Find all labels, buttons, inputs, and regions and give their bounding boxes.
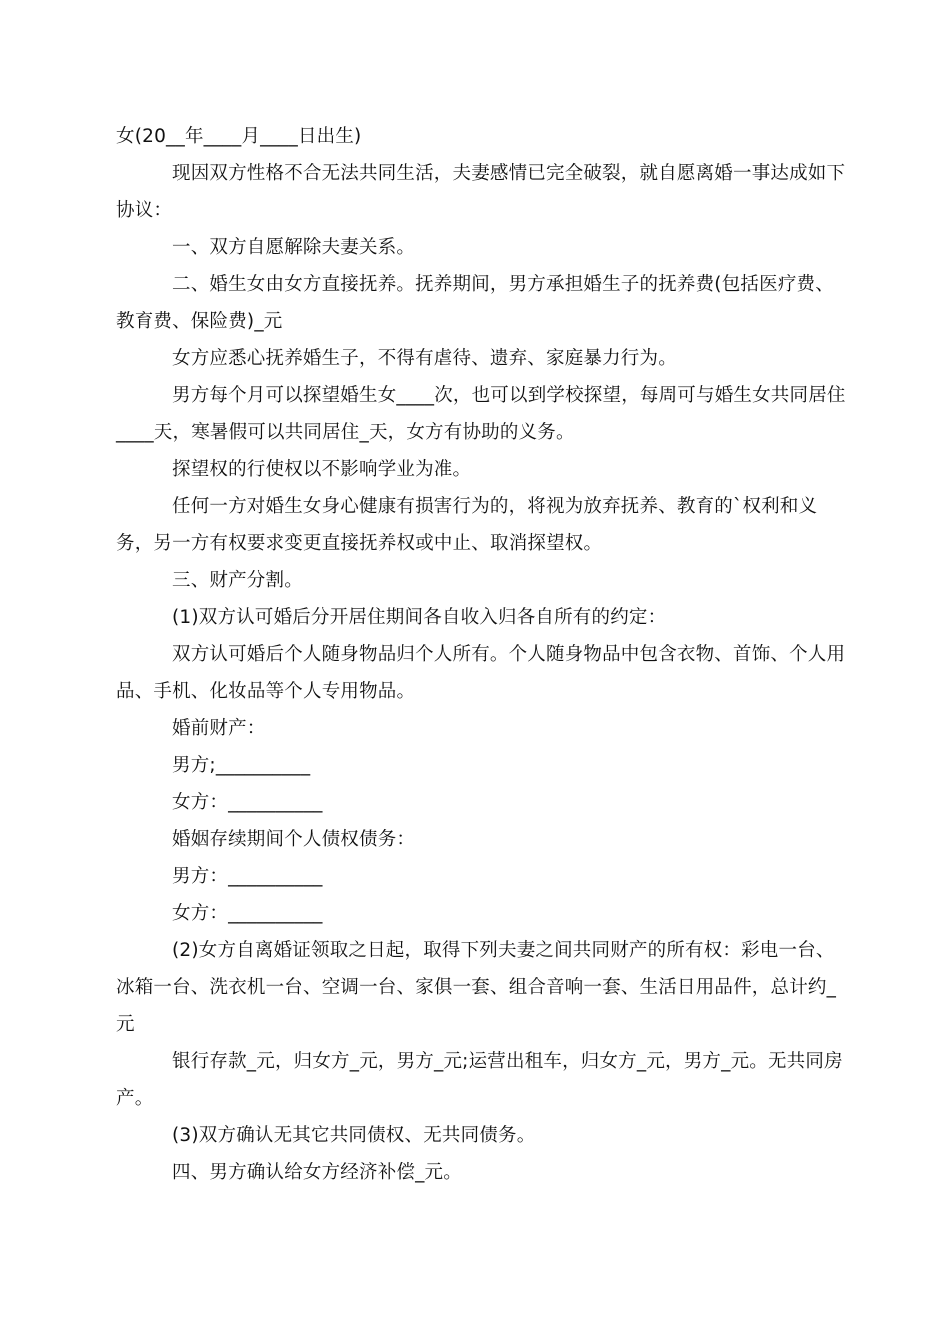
- paragraph-harm-clause: 任何一方对婚生女身心健康有损害行为的，将视为放弃抚养、教育的`权利和义务，另一方有权要求变更直接抚养权或中止、取消探望权。: [116, 496, 818, 554]
- paragraph-income: (1)双方认可婚后分开居住期间各自收入归各自所有的约定：: [172, 607, 667, 628]
- paragraph-female-debts: 女方：__________: [172, 903, 323, 924]
- paragraph-joint-property: (2)女方自离婚证领取之日起，取得下列夫妻之间共同财产的所有权：彩电一台、冰箱一台、洗衣机一台、空调一台、家俱一套、组合音响一套、生活日用品件，总计约_元: [116, 940, 837, 1035]
- paragraph-personal-items: 双方认可婚后个人随身物品归个人所有。个人随身物品中包含衣物、首饰、个人用品、手机、化妆品等个人专用物品。: [116, 644, 846, 702]
- paragraph-male-debts: 男方：__________: [172, 866, 323, 887]
- paragraph-debts: 婚姻存续期间个人债权债务：: [172, 829, 416, 850]
- paragraph-visitation: 男方每个月可以探望婚生女____次，也可以到学校探望，每周可与婚生女共同居住____天，寒暑假可以共同居住_天，女方有协助的义务。: [116, 385, 846, 443]
- paragraph-clause-1: 一、双方自愿解除夫妻关系。: [172, 237, 416, 258]
- paragraph-bank-deposits: 银行存款_元，归女方_元，男方_元;运营出租车，归女方_元，男方_元。无共同房产。: [116, 1051, 843, 1109]
- paragraph-male-property: 男方;__________: [172, 755, 311, 776]
- paragraph-premarital-property: 婚前财产：: [172, 718, 266, 739]
- paragraph-clause-3: 三、财产分割。: [172, 570, 303, 591]
- paragraph-intro: 现因双方性格不合无法共同生活，夫妻感情已完全破裂，就自愿离婚一事达成如下协议：: [116, 163, 846, 221]
- paragraph-care-duty: 女方应悉心抚养婚生子，不得有虐待、遗弃、家庭暴力行为。: [172, 348, 677, 369]
- paragraph-clause-2: 二、婚生女由女方直接抚养。抚养期间，男方承担婚生子的抚养费(包括医疗费、教育费、保险费)_元: [116, 274, 834, 332]
- document-body: [116, 118, 846, 1191]
- paragraph-visitation-limit: 探望权的行使权以不影响学业为准。: [172, 459, 472, 480]
- paragraph-birth-date: 女(20__年____月____日出生): [116, 126, 362, 147]
- paragraph-female-property: 女方：__________: [172, 792, 323, 813]
- paragraph-clause-4: 四、男方确认给女方经济补偿_元。: [172, 1162, 462, 1183]
- paragraph-no-joint-debts: (3)双方确认无其它共同债权、无共同债务。: [172, 1125, 536, 1146]
